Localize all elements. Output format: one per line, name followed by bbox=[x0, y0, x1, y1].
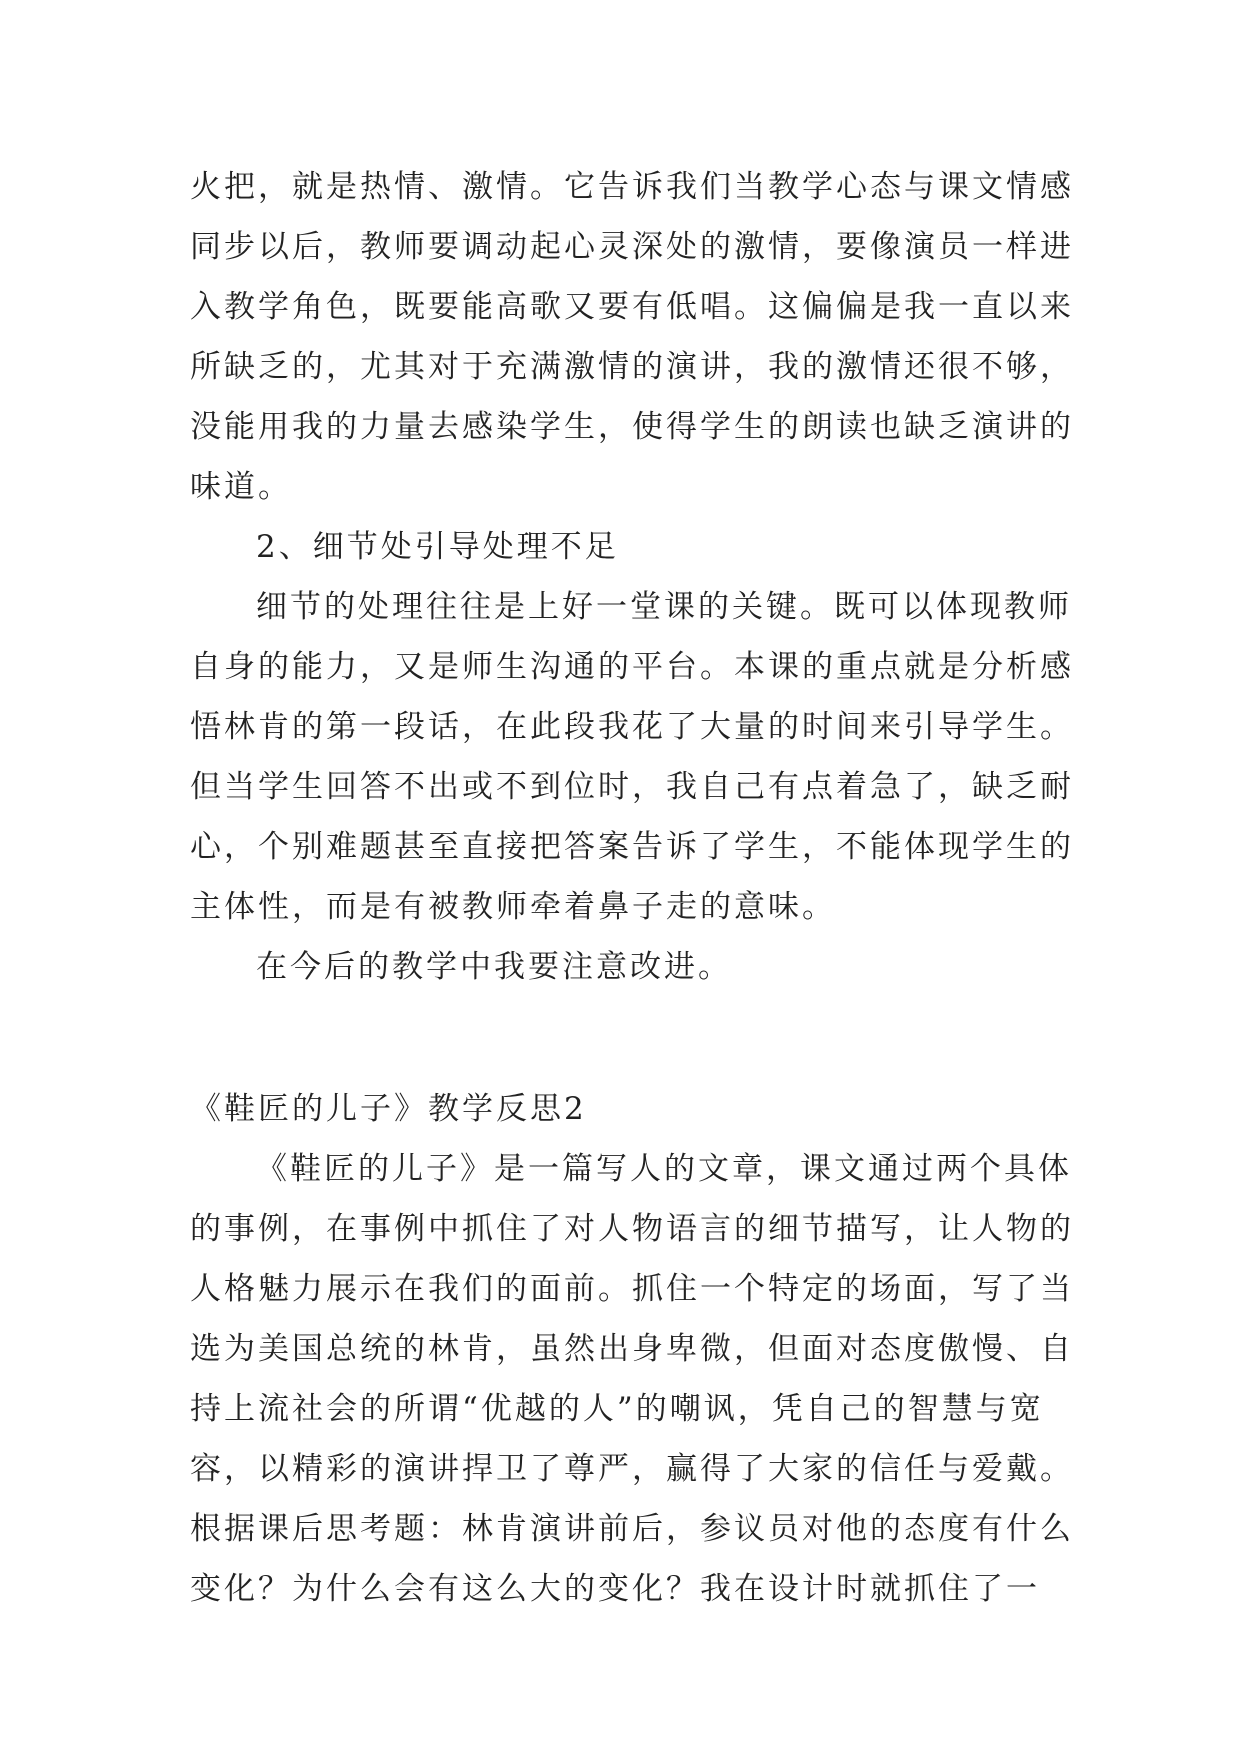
text-line: 根据课后思考题：林肯演讲前后，参议员对他的态度有什么 bbox=[190, 1511, 1074, 1547]
text-line: 但当学生回答不出或不到位时，我自己有点着急了，缺乏耐 bbox=[190, 769, 1074, 805]
text-line: 人格魅力展示在我们的面前。抓住一个特定的场面，写了当 bbox=[190, 1271, 1074, 1307]
text-line: 没能用我的力量去感染学生，使得学生的朗读也缺乏演讲的 bbox=[190, 409, 1074, 445]
text-line: 选为美国总统的林肯，虽然出身卑微，但面对态度傲慢、自 bbox=[190, 1331, 1074, 1367]
text-line: 入教学角色，既要能高歌又要有低唱。这偏偏是我一直以来 bbox=[190, 289, 1074, 325]
text-line: 《鞋匠的儿子》是一篇写人的文章，课文通过两个具体 bbox=[256, 1151, 1072, 1187]
text-line: 心，个别难题甚至直接把答案告诉了学生，不能体现学生的 bbox=[190, 829, 1074, 865]
text-line: 主体性，而是有被教师牵着鼻子走的意味。 bbox=[190, 889, 836, 925]
text-line: 2、细节处引导处理不足 bbox=[256, 529, 619, 565]
text-line: 同步以后，教师要调动起心灵深处的激情，要像演员一样进 bbox=[190, 229, 1074, 265]
text-line: 容，以精彩的演讲捍卫了尊严，赢得了大家的信任与爱戴。 bbox=[190, 1451, 1074, 1487]
text-line: 火把，就是热情、激情。它告诉我们当教学心态与课文情感 bbox=[190, 169, 1074, 205]
text-line: 的事例，在事例中抓住了对人物语言的细节描写，让人物的 bbox=[190, 1211, 1074, 1247]
text-line: 变化？为什么会有这么大的变化？我在设计时就抓住了一 bbox=[190, 1571, 1040, 1607]
text-line: 味道。 bbox=[190, 469, 292, 505]
text-line: 自身的能力，又是师生沟通的平台。本课的重点就是分析感 bbox=[190, 649, 1074, 685]
text-line: 悟林肯的第一段话，在此段我花了大量的时间来引导学生。 bbox=[190, 709, 1074, 745]
text-line: 所缺乏的，尤其对于充满激情的演讲，我的激情还很不够， bbox=[190, 349, 1074, 385]
blank-line bbox=[190, 997, 1070, 1079]
text-line: 持上流社会的所谓“优越的人”的嘲讽，凭自己的智慧与宽 bbox=[190, 1391, 1044, 1427]
document-body bbox=[190, 157, 1074, 1619]
text-line: 在今后的教学中我要注意改进。 bbox=[256, 949, 732, 985]
text-line: 细节的处理往往是上好一堂课的关键。既可以体现教师 bbox=[256, 589, 1072, 625]
text-line: 《鞋匠的儿子》教学反思2 bbox=[190, 1091, 587, 1127]
